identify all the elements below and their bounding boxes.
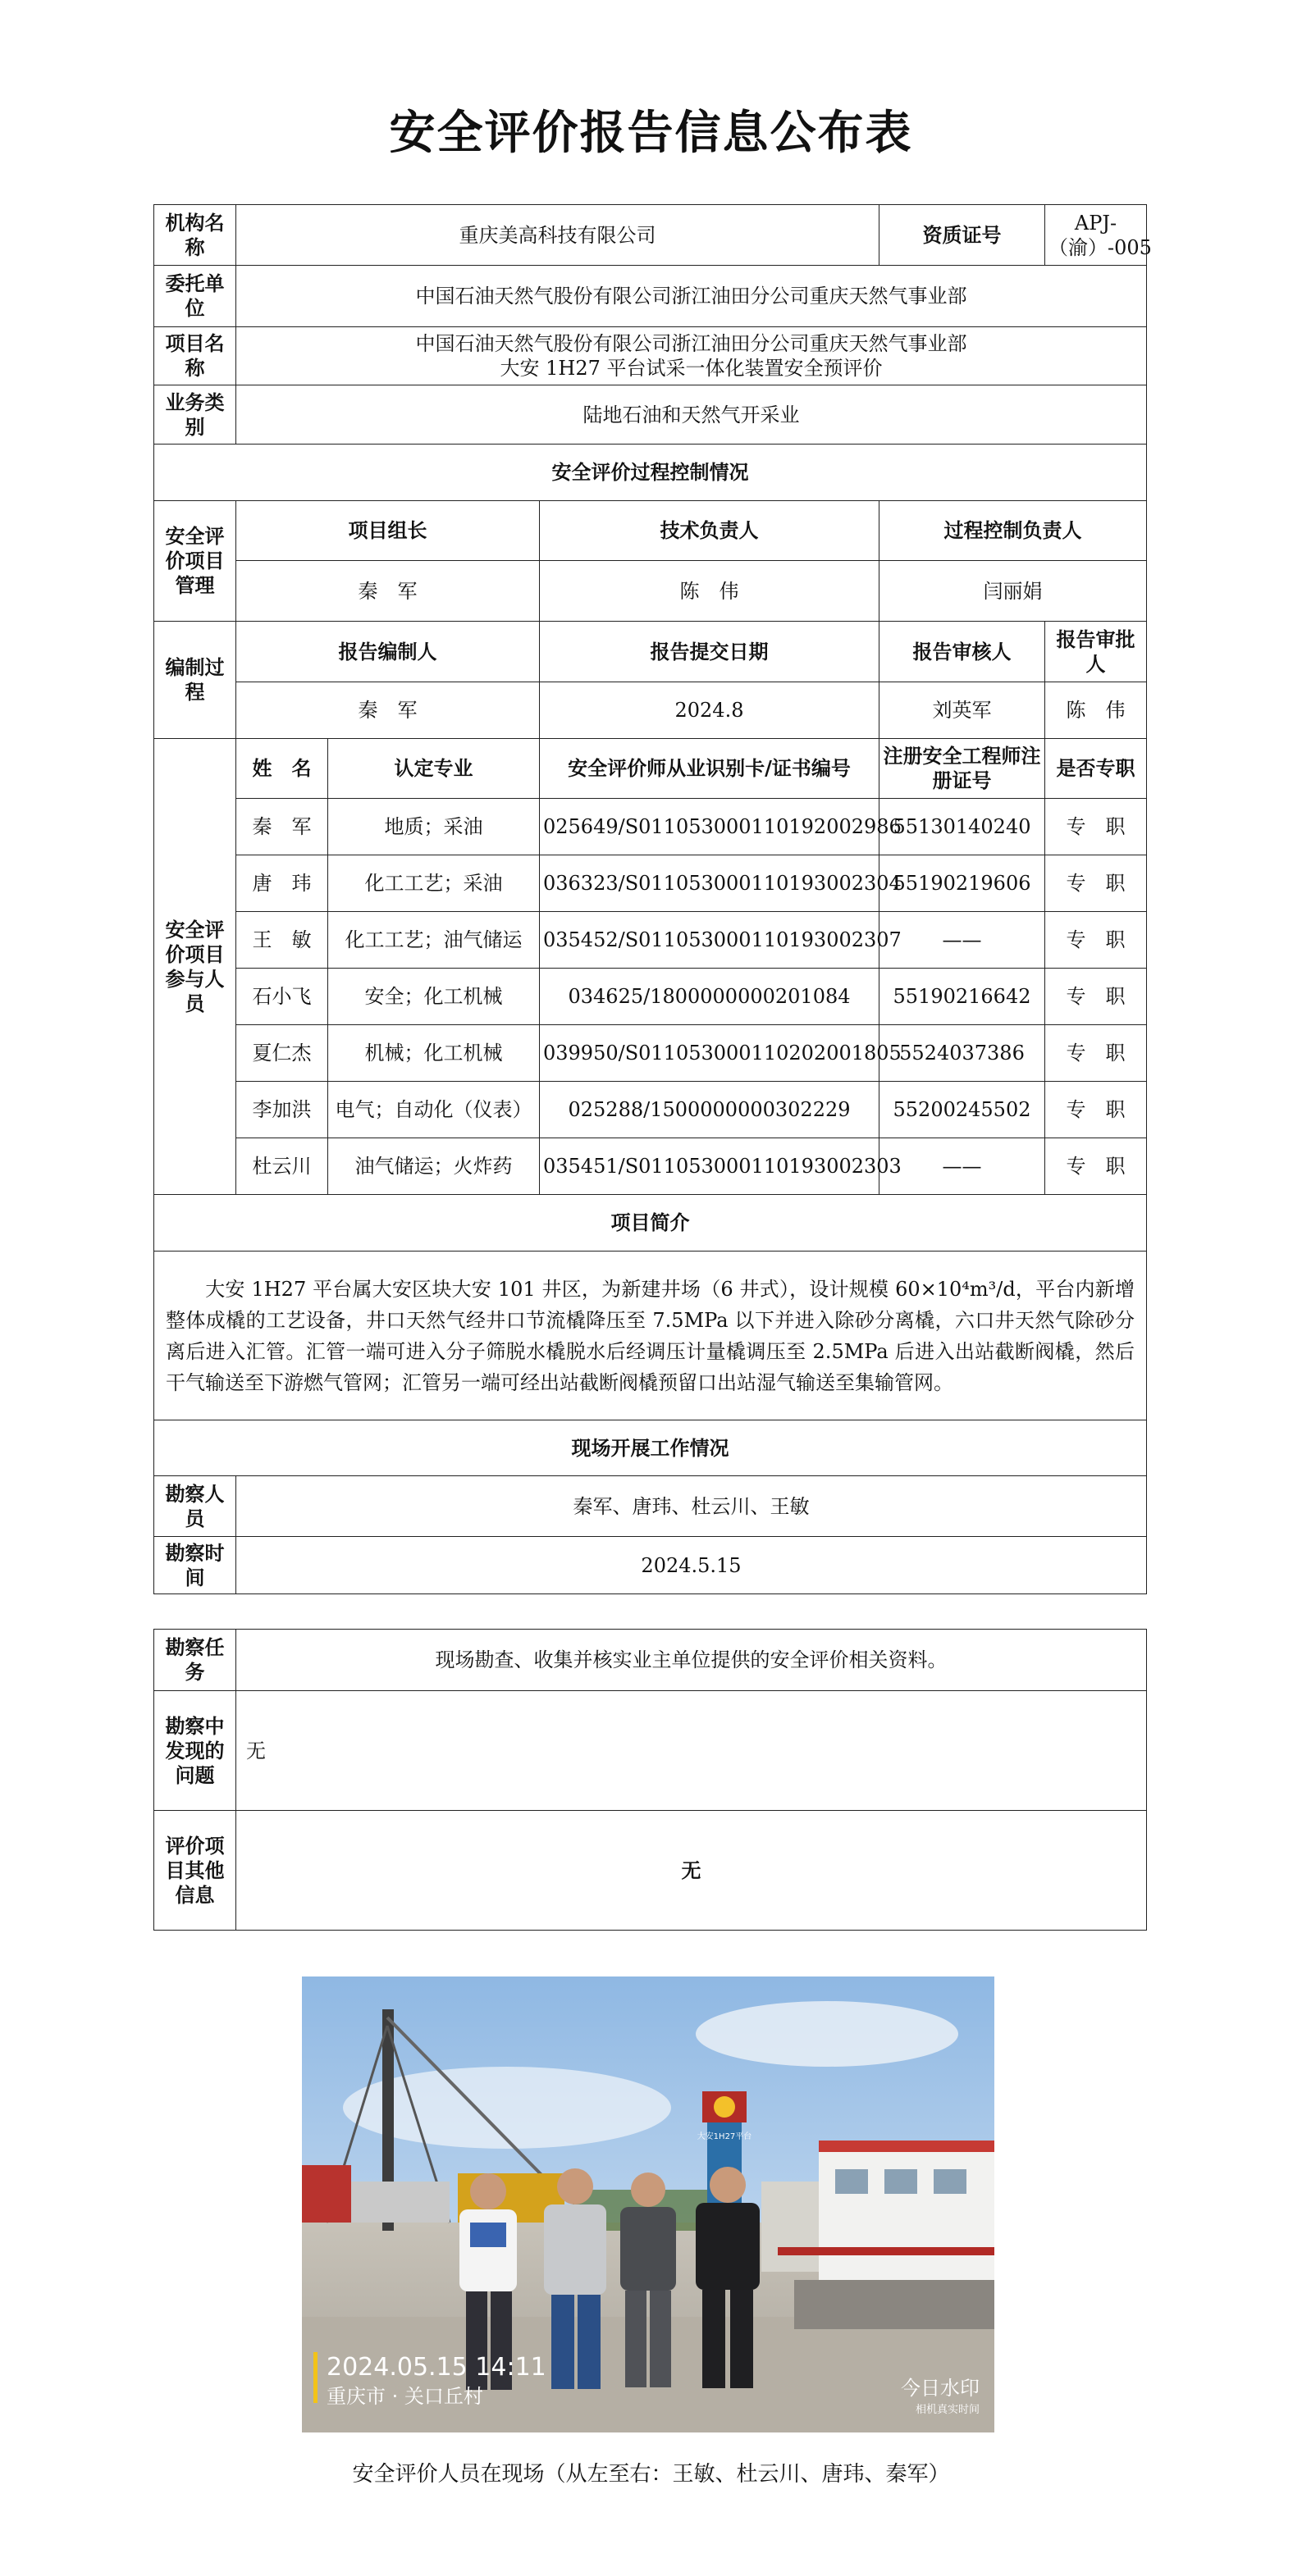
project-value xyxy=(236,327,1147,385)
page-title: 安全评价报告信息公布表 xyxy=(389,106,913,160)
staff-h-card: 安全评价师从业识别卡/证书编号 xyxy=(540,739,879,799)
task-row xyxy=(154,1630,1147,1691)
other-row xyxy=(154,1811,1147,1931)
biz-label: 业务类别 xyxy=(154,385,236,445)
survey-time-label: 勘察时间 xyxy=(154,1537,236,1594)
staff-fulltime: 专 职 xyxy=(1045,799,1147,855)
staff-card: 025649/S011053000110192002986 xyxy=(540,799,879,855)
other-label: 评价项目其他信息 xyxy=(154,1811,236,1931)
compile-h2: 报告提交日期 xyxy=(540,622,879,682)
intro-text-body: 大安 1H27 平台属大安区块大安 101 井区，为新建井场（6 井式），设计规模 60×10⁴m³/d，平台内新增整体成橇的工艺设备，井口天然气经井口节流橇降压至 7.5MPa 以下并进入除砂分离橇，六口井天然气除砂分离后进入汇管。汇管一端可进入分子筛脱水橇脱水后经调压计量橇调压至 2.5MPa 后进入出站截断阀橇，然后干气输送至下游燃气管网；汇管另一端可经出站截断阀橇预留口出站湿气输送至集输管网。 xyxy=(166,1277,1135,1394)
mgmt-label: 安全评价项目管理 xyxy=(154,501,236,622)
staff-fulltime: 专 职 xyxy=(1045,912,1147,969)
site-header-row xyxy=(154,1420,1147,1476)
staff-fulltime: 专 职 xyxy=(1045,855,1147,912)
compile-h4: 报告审批人 xyxy=(1045,622,1147,682)
mgmt-v3: 闫丽娟 xyxy=(879,561,1147,622)
sign-text: 大安1H27平台 xyxy=(697,2132,752,2141)
staff-label: 安全评价项目参与人员 xyxy=(154,739,236,1195)
cert-label: 资质证号 xyxy=(879,205,1045,266)
photo-timestamp: 2024.05.15 14:11 xyxy=(327,2353,546,2382)
compile-v1: 秦 军 xyxy=(236,682,540,739)
staff-name: 唐 玮 xyxy=(236,855,328,912)
cert-no: APJ-（渝）-005 xyxy=(1045,205,1147,266)
staff-major: 化工工艺；采油 xyxy=(328,855,540,912)
client-value: 中国石油天然气股份有限公司浙江油田分公司重庆天然气事业部 xyxy=(236,266,1147,327)
other-value: 无 xyxy=(236,1811,1147,1931)
photo-caption: 安全评价人员在现场（从左至右：王敏、杜云川、唐玮、秦军） xyxy=(352,2462,950,2487)
site-cabin xyxy=(819,2141,994,2280)
intro-text xyxy=(154,1252,1147,1420)
staff-row xyxy=(154,969,1147,1025)
site-photo-illustration xyxy=(302,1976,994,2432)
compile-header-row xyxy=(154,622,1147,682)
mgmt-h1: 项目组长 xyxy=(236,501,540,561)
fire-truck xyxy=(302,2165,351,2223)
photo-location: 重庆市 · 关口丘村 xyxy=(327,2385,483,2408)
staff-card: 036323/S011053000110193002304 xyxy=(540,855,879,912)
staff-card: 039950/S011053000110202001805 xyxy=(540,1025,879,1082)
staff-card: 034625/1800000000201084 xyxy=(540,969,879,1025)
survey-time-row xyxy=(154,1537,1147,1594)
org-name: 重庆美高科技有限公司 xyxy=(236,205,879,266)
staff-h-reg: 注册安全工程师注册证号 xyxy=(879,739,1045,799)
staff-major: 机械；化工机械 xyxy=(328,1025,540,1082)
staff-reg: 5524037386 xyxy=(879,1025,1045,1082)
staff-name: 秦 军 xyxy=(236,799,328,855)
task-value: 现场勘查、收集并核实业主单位提供的安全评价相关资料。 xyxy=(236,1630,1147,1691)
staff-fulltime: 专 职 xyxy=(1045,1138,1147,1195)
staff-row xyxy=(154,855,1147,912)
staff-name: 李加洪 xyxy=(236,1082,328,1138)
process-header-row xyxy=(154,445,1147,501)
survey-table xyxy=(153,1629,1147,1931)
compile-v4: 陈 伟 xyxy=(1045,682,1147,739)
org-label: 机构名称 xyxy=(154,205,236,266)
site-photo xyxy=(302,1976,994,2432)
staff-major: 油气储运；火炸药 xyxy=(328,1138,540,1195)
mgmt-v2: 陈 伟 xyxy=(540,561,879,622)
survey-people-row xyxy=(154,1476,1147,1537)
staff-major: 电气；自动化（仪表） xyxy=(328,1082,540,1138)
staff-card: 035452/S011053000110193002307 xyxy=(540,912,879,969)
mgmt-header-row xyxy=(154,501,1147,561)
staff-header-row xyxy=(154,739,1147,799)
staff-reg: 55190219606 xyxy=(879,855,1045,912)
biz-row xyxy=(154,385,1147,445)
staff-major: 安全；化工机械 xyxy=(328,969,540,1025)
staff-major: 地质；采油 xyxy=(328,799,540,855)
mgmt-v1: 秦 军 xyxy=(236,561,540,622)
project-line-2: 大安 1H27 平台试采一体化装置安全预评价 xyxy=(500,357,883,380)
mgmt-value-row xyxy=(154,561,1147,622)
staff-reg: —— xyxy=(879,912,1045,969)
project-line-1: 中国石油天然气股份有限公司浙江油田分公司重庆天然气事业部 xyxy=(415,332,967,355)
staff-reg: —— xyxy=(879,1138,1045,1195)
mgmt-h3: 过程控制负责人 xyxy=(879,501,1147,561)
staff-h-major: 认定专业 xyxy=(328,739,540,799)
compile-h1: 报告编制人 xyxy=(236,622,540,682)
staff-card: 035451/S011053000110193002303 xyxy=(540,1138,879,1195)
watermark-sub: 相机真实时间 xyxy=(915,2404,980,2416)
staff-row xyxy=(154,1025,1147,1082)
intro-header-row xyxy=(154,1195,1147,1252)
staff-reg: 55130140240 xyxy=(879,799,1045,855)
issues-row xyxy=(154,1691,1147,1811)
compile-v2: 2024.8 xyxy=(540,682,879,739)
compile-label: 编制过程 xyxy=(154,622,236,739)
biz-value: 陆地石油和天然气开采业 xyxy=(236,385,1147,445)
staff-row xyxy=(154,799,1147,855)
staff-row xyxy=(154,1138,1147,1195)
staff-name: 夏仁杰 xyxy=(236,1025,328,1082)
client-row xyxy=(154,266,1147,327)
staff-fulltime: 专 职 xyxy=(1045,969,1147,1025)
compile-v3: 刘英军 xyxy=(879,682,1045,739)
staff-name: 杜云川 xyxy=(236,1138,328,1195)
org-row xyxy=(154,205,1147,266)
staff-row xyxy=(154,1082,1147,1138)
survey-people-label: 勘察人员 xyxy=(154,1476,236,1537)
intro-row xyxy=(154,1252,1147,1420)
staff-h-name: 姓 名 xyxy=(236,739,328,799)
staff-reg: 55190216642 xyxy=(879,969,1045,1025)
mgmt-h2: 技术负责人 xyxy=(540,501,879,561)
intro-header: 项目简介 xyxy=(154,1195,1147,1252)
info-table xyxy=(153,204,1152,1594)
survey-people: 秦军、唐玮、杜云川、王敏 xyxy=(236,1476,1147,1537)
project-row xyxy=(154,327,1147,385)
staff-h-fulltime: 是否专职 xyxy=(1045,739,1147,799)
issues-value: 无 xyxy=(236,1691,1147,1811)
process-header: 安全评价过程控制情况 xyxy=(154,445,1147,501)
staff-major: 化工工艺；油气储运 xyxy=(328,912,540,969)
compile-value-row xyxy=(154,682,1147,739)
task-label: 勘察任务 xyxy=(154,1630,236,1691)
staff-name: 王 敏 xyxy=(236,912,328,969)
project-label: 项目名称 xyxy=(154,327,236,385)
issues-label: 勘察中发现的问题 xyxy=(154,1691,236,1811)
staff-fulltime: 专 职 xyxy=(1045,1082,1147,1138)
compile-h3: 报告审核人 xyxy=(879,622,1045,682)
staff-reg: 55200245502 xyxy=(879,1082,1045,1138)
staff-name: 石小飞 xyxy=(236,969,328,1025)
survey-time: 2024.5.15 xyxy=(236,1537,1147,1594)
client-label: 委托单位 xyxy=(154,266,236,327)
watermark-app: 今日水印 xyxy=(901,2377,980,2400)
staff-card: 025288/1500000000302229 xyxy=(540,1082,879,1138)
staff-fulltime: 专 职 xyxy=(1045,1025,1147,1082)
staff-row xyxy=(154,912,1147,969)
site-header: 现场开展工作情况 xyxy=(154,1420,1147,1476)
